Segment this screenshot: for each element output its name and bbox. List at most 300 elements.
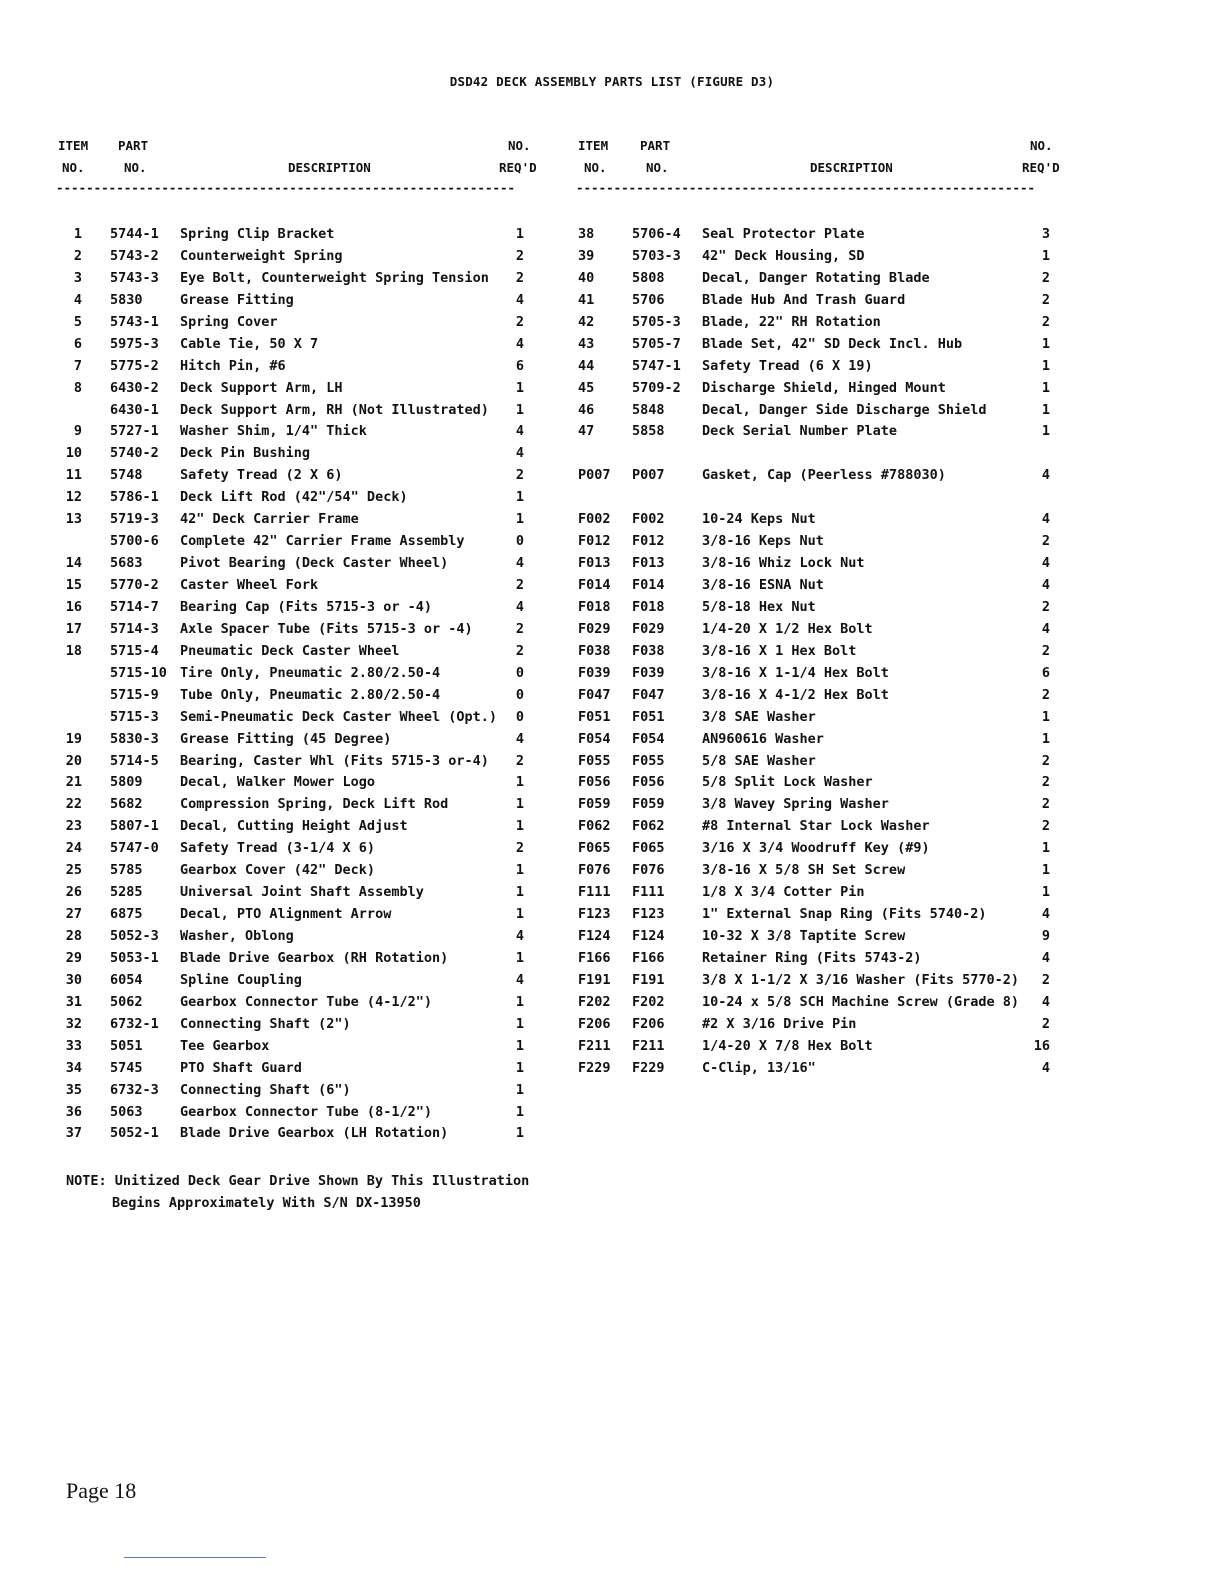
- quantity-required: 4: [515, 291, 524, 308]
- quantity-required: 1: [1041, 730, 1050, 747]
- part-description: Counterweight Spring: [180, 247, 343, 264]
- item-number: 2: [73, 247, 82, 264]
- table-row: [56, 906, 546, 928]
- quantity-required: 1: [1041, 423, 1050, 440]
- item-number: 22: [65, 796, 82, 813]
- part-description: Connecting Shaft (2"): [180, 1015, 351, 1032]
- item-number: 3: [73, 269, 82, 286]
- quantity-required: 4: [1041, 949, 1050, 966]
- item-number: 17: [65, 620, 82, 637]
- table-row: [576, 774, 1068, 796]
- part-description: Gearbox Connector Tube (8-1/2"): [180, 1103, 432, 1120]
- part-description: 3/8-16 ESNA Nut: [702, 577, 824, 593]
- quantity-required: 1: [1041, 401, 1050, 418]
- quantity-required: 2: [515, 620, 524, 637]
- table-row: [56, 950, 546, 972]
- part-number: 5743-2: [110, 247, 159, 264]
- table-row: [576, 445, 1068, 467]
- part-description: Blade, 22" RH Rotation: [702, 313, 881, 330]
- header-divider: -------------------------------------------------------------: [576, 182, 1036, 195]
- part-description: Spring Clip Bracket: [180, 226, 335, 242]
- part-description: 3/8-16 X 1-1/4 Hex Bolt: [702, 664, 889, 681]
- part-description: PTO Shaft Guard: [180, 1059, 302, 1076]
- note-line-1: NOTE: Unitized Deck Gear Drive Shown By This Illustration: [66, 1173, 530, 1189]
- table-row: [56, 489, 546, 511]
- part-description: Hitch Pin, #6: [180, 357, 286, 374]
- quantity-required: 4: [1041, 555, 1050, 572]
- quantity-required: 1: [515, 1037, 524, 1054]
- part-description: Cable Tie, 50 X 7: [180, 335, 319, 352]
- header-item-l2: NO.: [584, 160, 607, 175]
- part-description: Bearing, Caster Whl (Fits 5715-3 or-4): [180, 752, 489, 769]
- item-number: 40: [578, 269, 595, 286]
- quantity-required: 4: [1041, 511, 1050, 528]
- part-description: 1/4-20 X 1/2 Hex Bolt: [702, 620, 873, 637]
- part-description: Grease Fitting: [180, 291, 294, 308]
- table-row: [56, 270, 546, 292]
- item-number: F166: [578, 949, 611, 966]
- table-row: [576, 314, 1068, 336]
- part-number: F191: [632, 971, 665, 988]
- part-number: 5858: [632, 423, 665, 440]
- quantity-required: 2: [1041, 818, 1050, 835]
- part-description: 1" External Snap Ring (Fits 5740-2): [702, 906, 987, 923]
- quantity-required: 1: [1041, 357, 1050, 374]
- item-number: F059: [578, 796, 611, 813]
- part-number: 5714-3: [110, 620, 159, 637]
- part-number: 5715-9: [110, 686, 159, 703]
- quantity-required: 1: [515, 862, 524, 879]
- part-description: AN960616 Washer: [702, 730, 824, 747]
- quantity-required: 1: [515, 379, 524, 396]
- table-row: [576, 248, 1068, 270]
- header-part-l2: NO.: [646, 160, 669, 175]
- quantity-required: 4: [515, 335, 524, 352]
- part-description: Washer Shim, 1/4" Thick: [180, 423, 367, 440]
- part-description: 3/8-16 Keps Nut: [702, 533, 824, 550]
- table-row: [576, 270, 1068, 292]
- part-description: Safety Tread (6 X 19): [702, 357, 873, 374]
- part-number: 6430-2: [110, 379, 159, 396]
- table-row: [56, 818, 546, 840]
- part-description: Connecting Shaft (6"): [180, 1081, 351, 1098]
- part-number: F059: [632, 796, 665, 813]
- part-description: Tube Only, Pneumatic 2.80/2.50-4: [180, 686, 441, 703]
- part-description: Blade Set, 42" SD Deck Incl. Hub: [702, 335, 963, 352]
- quantity-required: 2: [1041, 796, 1050, 813]
- part-number: 5785: [110, 862, 143, 879]
- item-number: F062: [578, 818, 611, 835]
- header-item-l2: NO.: [62, 160, 85, 175]
- quantity-required: 4: [515, 730, 524, 747]
- part-number: F047: [632, 686, 665, 703]
- table-row: [576, 292, 1068, 314]
- part-number: 5715-3: [110, 708, 159, 725]
- table-row: [56, 928, 546, 950]
- item-number: 23: [65, 818, 82, 835]
- quantity-required: 1: [1041, 862, 1050, 879]
- part-description: 3/8-16 X 1 Hex Bolt: [702, 642, 857, 659]
- part-number: 5285: [110, 884, 143, 901]
- item-number: 20: [65, 752, 82, 769]
- part-number: F166: [632, 949, 665, 966]
- table-row: [56, 336, 546, 358]
- table-row: [56, 1060, 546, 1082]
- part-number: 5740-2: [110, 445, 159, 462]
- part-number: 5052-3: [110, 928, 159, 944]
- part-description: Spring Cover: [180, 313, 278, 330]
- table-row: [56, 248, 546, 270]
- item-number: F111: [578, 884, 611, 901]
- quantity-required: 2: [515, 313, 524, 330]
- part-description: 10-24 x 5/8 SCH Machine Screw (Grade 8): [702, 993, 1019, 1010]
- item-number: 5: [73, 313, 82, 330]
- item-number: 7: [73, 357, 82, 374]
- item-number: 10: [65, 445, 82, 462]
- part-number: F014: [632, 577, 665, 593]
- table-row: [576, 731, 1068, 753]
- part-number: 5808: [632, 269, 665, 286]
- quantity-required: 1: [515, 489, 524, 506]
- item-number: 45: [578, 379, 595, 396]
- part-number: 5705-3: [632, 313, 681, 330]
- note-line-2: Begins Approximately With S/N DX-13950: [112, 1195, 421, 1211]
- quantity-required: 2: [515, 642, 524, 659]
- part-description: Pneumatic Deck Caster Wheel: [180, 642, 400, 659]
- table-row: [56, 774, 546, 796]
- table-row: [576, 1060, 1068, 1082]
- quantity-required: 2: [1041, 533, 1050, 550]
- part-number: 5809: [110, 774, 143, 791]
- table-row: [576, 994, 1068, 1016]
- part-description: Gasket, Cap (Peerless #788030): [702, 467, 946, 484]
- quantity-required: 4: [515, 423, 524, 440]
- table-row: [576, 950, 1068, 972]
- part-description: Deck Lift Rod (42"/54" Deck): [180, 489, 408, 506]
- part-number: 5975-3: [110, 335, 159, 352]
- part-number: 5775-2: [110, 357, 159, 374]
- part-description: 10-32 X 3/8 Taptite Screw: [702, 928, 906, 944]
- item-number: F014: [578, 577, 611, 593]
- part-number: 5719-3: [110, 511, 159, 528]
- part-description: Decal, PTO Alignment Arrow: [180, 906, 392, 923]
- part-description: Seal Protector Plate: [702, 226, 865, 242]
- table-row: [576, 972, 1068, 994]
- part-description: 3/8 Wavey Spring Washer: [702, 796, 889, 813]
- part-number: F051: [632, 708, 665, 725]
- quantity-required: 2: [515, 577, 524, 593]
- item-number: 8: [73, 379, 82, 396]
- part-number: 5748: [110, 467, 143, 484]
- quantity-required: 1: [515, 401, 524, 418]
- table-row: [576, 621, 1068, 643]
- quantity-required: 0: [515, 533, 524, 550]
- item-number: 31: [65, 993, 82, 1010]
- part-number: F065: [632, 840, 665, 857]
- item-number: 44: [578, 357, 595, 374]
- part-description: 1/4-20 X 7/8 Hex Bolt: [702, 1037, 873, 1054]
- table-row: [56, 665, 546, 687]
- item-number: F055: [578, 752, 611, 769]
- item-number: F018: [578, 598, 611, 615]
- part-description: 3/8 X 1-1/2 X 3/16 Washer (Fits 5770-2): [702, 971, 1019, 988]
- item-number: 12: [65, 489, 82, 506]
- part-number: 5715-10: [110, 664, 167, 681]
- page-number: Page 18: [66, 1478, 137, 1503]
- table-row: [56, 753, 546, 775]
- quantity-required: 2: [1041, 291, 1050, 308]
- item-number: P007: [578, 467, 611, 484]
- part-number: 5705-7: [632, 335, 681, 352]
- table-row: [56, 1016, 546, 1038]
- header-part-l1: PART: [118, 138, 149, 153]
- item-number: 43: [578, 335, 595, 352]
- table-row: [56, 862, 546, 884]
- table-row: [56, 533, 546, 555]
- part-description: Gearbox Cover (42" Deck): [180, 862, 376, 879]
- table-row: [576, 884, 1068, 906]
- table-row: [56, 1038, 546, 1060]
- part-description: Axle Spacer Tube (Fits 5715-3 or -4): [180, 620, 473, 637]
- table-row: [576, 380, 1068, 402]
- quantity-required: 1: [515, 1125, 524, 1142]
- item-number: 47: [578, 423, 595, 440]
- quantity-required: 1: [515, 906, 524, 923]
- quantity-required: 4: [1041, 467, 1050, 484]
- part-number: 5747-0: [110, 840, 159, 857]
- item-number: F065: [578, 840, 611, 857]
- item-number: 19: [65, 730, 82, 747]
- part-number: 5706: [632, 291, 665, 308]
- table-row: [56, 380, 546, 402]
- part-number: F013: [632, 555, 665, 572]
- part-number: 6430-1: [110, 401, 159, 418]
- item-number: F047: [578, 686, 611, 703]
- table-row: [56, 292, 546, 314]
- quantity-required: 2: [515, 247, 524, 264]
- quantity-required: 4: [515, 971, 524, 988]
- item-number: 33: [65, 1037, 82, 1054]
- item-number: 32: [65, 1015, 82, 1032]
- table-row: [576, 402, 1068, 424]
- item-number: F191: [578, 971, 611, 988]
- part-number: F206: [632, 1015, 665, 1032]
- table-row: [576, 928, 1068, 950]
- part-number: F211: [632, 1037, 665, 1054]
- table-row: [576, 840, 1068, 862]
- table-row: [576, 555, 1068, 577]
- part-number: 5682: [110, 796, 143, 813]
- part-number: 6732-1: [110, 1015, 159, 1032]
- item-number: 26: [65, 884, 82, 901]
- table-row: [576, 796, 1068, 818]
- part-description: #8 Internal Star Lock Washer: [702, 818, 930, 835]
- item-number: 38: [578, 226, 595, 242]
- item-number: 9: [73, 423, 82, 440]
- item-number: 16: [65, 598, 82, 615]
- quantity-required: 0: [515, 686, 524, 703]
- part-description: Blade Hub And Trash Guard: [702, 291, 906, 308]
- part-description: Decal, Walker Mower Logo: [180, 774, 376, 791]
- part-description: Grease Fitting (45 Degree): [180, 730, 392, 747]
- part-description: Decal, Danger Side Discharge Shield: [702, 401, 987, 418]
- part-description: Deck Support Arm, LH: [180, 379, 343, 396]
- part-number: 5714-5: [110, 752, 159, 769]
- quantity-required: 1: [515, 774, 524, 791]
- part-number: 5848: [632, 401, 665, 418]
- part-description: Retainer Ring (Fits 5743-2): [702, 949, 922, 966]
- quantity-required: 1: [515, 949, 524, 966]
- quantity-required: 0: [515, 664, 524, 681]
- header-part-l1: PART: [640, 138, 671, 153]
- table-row: [56, 796, 546, 818]
- part-number: F054: [632, 730, 665, 747]
- table-row: [56, 1125, 546, 1147]
- part-description: 3/8 SAE Washer: [702, 708, 816, 725]
- table-row: [576, 643, 1068, 665]
- item-number: F076: [578, 862, 611, 879]
- header-part-l2: NO.: [124, 160, 147, 175]
- table-row: [576, 1038, 1068, 1060]
- quantity-required: 4: [515, 928, 524, 944]
- item-number: 13: [65, 511, 82, 528]
- part-description: Deck Support Arm, RH (Not Illustrated): [180, 401, 489, 418]
- part-description: Washer, Oblong: [180, 928, 294, 944]
- quantity-required: 4: [1041, 620, 1050, 637]
- header-qty-l1: NO.: [1030, 138, 1053, 153]
- table-row: [576, 906, 1068, 928]
- table-row: [576, 818, 1068, 840]
- table-row: [56, 972, 546, 994]
- header-desc: DESCRIPTION: [288, 160, 371, 175]
- quantity-required: 1: [515, 884, 524, 901]
- part-number: 5051: [110, 1037, 143, 1054]
- part-description: Tee Gearbox: [180, 1037, 270, 1054]
- quantity-required: 1: [1041, 708, 1050, 725]
- part-description: 42" Deck Carrier Frame: [180, 511, 359, 528]
- part-number: 5714-7: [110, 598, 159, 615]
- part-number: 5743-3: [110, 269, 159, 286]
- part-number: 6875: [110, 906, 143, 923]
- part-number: 5830: [110, 291, 143, 308]
- part-number: F055: [632, 752, 665, 769]
- part-number: 5727-1: [110, 423, 159, 440]
- part-number: 5786-1: [110, 489, 159, 506]
- part-description: Safety Tread (3-1/4 X 6): [180, 840, 376, 857]
- part-number: F111: [632, 884, 665, 901]
- quantity-required: 2: [1041, 686, 1050, 703]
- table-row: [56, 994, 546, 1016]
- item-number: F051: [578, 708, 611, 725]
- item-number: 15: [65, 577, 82, 593]
- part-number: 6054: [110, 971, 143, 988]
- table-row: [576, 511, 1068, 533]
- page-title: DSD42 DECK ASSEMBLY PARTS LIST (FIGURE D3): [449, 74, 775, 89]
- table-row: [576, 753, 1068, 775]
- table-row: [56, 884, 546, 906]
- header-item-l1: ITEM: [578, 138, 609, 153]
- header-divider: -------------------------------------------------------------: [56, 182, 516, 195]
- item-number: 37: [65, 1125, 82, 1142]
- part-number: F002: [632, 511, 665, 528]
- item-number: F002: [578, 511, 611, 528]
- part-number: F056: [632, 774, 665, 791]
- part-description: Pivot Bearing (Deck Caster Wheel): [180, 555, 449, 572]
- quantity-required: 1: [1041, 884, 1050, 901]
- part-number: 5745: [110, 1059, 143, 1076]
- item-number: 27: [65, 906, 82, 923]
- item-number: 42: [578, 313, 595, 330]
- item-number: 30: [65, 971, 82, 988]
- item-number: F039: [578, 664, 611, 681]
- item-number: F202: [578, 993, 611, 1010]
- item-number: 34: [65, 1059, 82, 1076]
- part-description: 42" Deck Housing, SD: [702, 247, 865, 264]
- footer-rule: [124, 1557, 266, 1558]
- quantity-required: 4: [1041, 906, 1050, 923]
- table-row: [576, 599, 1068, 621]
- part-number: 5063: [110, 1103, 143, 1120]
- table-row: [56, 445, 546, 467]
- header-qty-l2: REQ'D: [499, 160, 537, 175]
- part-number: 5052-1: [110, 1125, 159, 1142]
- item-number: 28: [65, 928, 82, 944]
- table-row: [56, 709, 546, 731]
- quantity-required: 1: [515, 796, 524, 813]
- part-number: F076: [632, 862, 665, 879]
- table-row: [576, 489, 1068, 511]
- item-number: 14: [65, 555, 82, 572]
- part-number: F202: [632, 993, 665, 1010]
- part-number: F124: [632, 928, 665, 944]
- quantity-required: 6: [515, 357, 524, 374]
- part-number: 5744-1: [110, 226, 159, 242]
- part-number: 5703-3: [632, 247, 681, 264]
- quantity-required: 4: [515, 598, 524, 615]
- item-number: F211: [578, 1037, 611, 1054]
- header-qty-l2: REQ'D: [1022, 160, 1060, 175]
- part-description: #2 X 3/16 Drive Pin: [702, 1015, 857, 1032]
- table-row: [576, 533, 1068, 555]
- quantity-required: 1: [1041, 379, 1050, 396]
- part-description: 5/8-18 Hex Nut: [702, 598, 816, 615]
- table-row: [576, 687, 1068, 709]
- quantity-required: 4: [1041, 993, 1050, 1010]
- part-number: F229: [632, 1059, 665, 1076]
- item-number: 25: [65, 862, 82, 879]
- table-row: [576, 226, 1068, 248]
- part-description: Eye Bolt, Counterweight Spring Tension: [180, 269, 489, 286]
- quantity-required: 1: [515, 993, 524, 1010]
- part-description: Blade Drive Gearbox (RH Rotation): [180, 949, 449, 966]
- table-row: [576, 358, 1068, 380]
- quantity-required: 1: [1041, 840, 1050, 857]
- part-description: 5/8 Split Lock Washer: [702, 774, 873, 791]
- part-number: F039: [632, 664, 665, 681]
- table-row: [56, 226, 546, 248]
- table-row: [56, 1082, 546, 1104]
- part-description: Spline Coupling: [180, 971, 302, 988]
- part-number: F123: [632, 906, 665, 923]
- quantity-required: 1: [515, 511, 524, 528]
- part-description: Deck Serial Number Plate: [702, 423, 898, 440]
- table-body: [56, 226, 546, 1147]
- part-description: C-Clip, 13/16": [702, 1059, 816, 1076]
- table-row: [56, 687, 546, 709]
- parts-table-left: [56, 138, 546, 1147]
- part-description: 3/8-16 Whiz Lock Nut: [702, 555, 865, 572]
- part-number: 5743-1: [110, 313, 159, 330]
